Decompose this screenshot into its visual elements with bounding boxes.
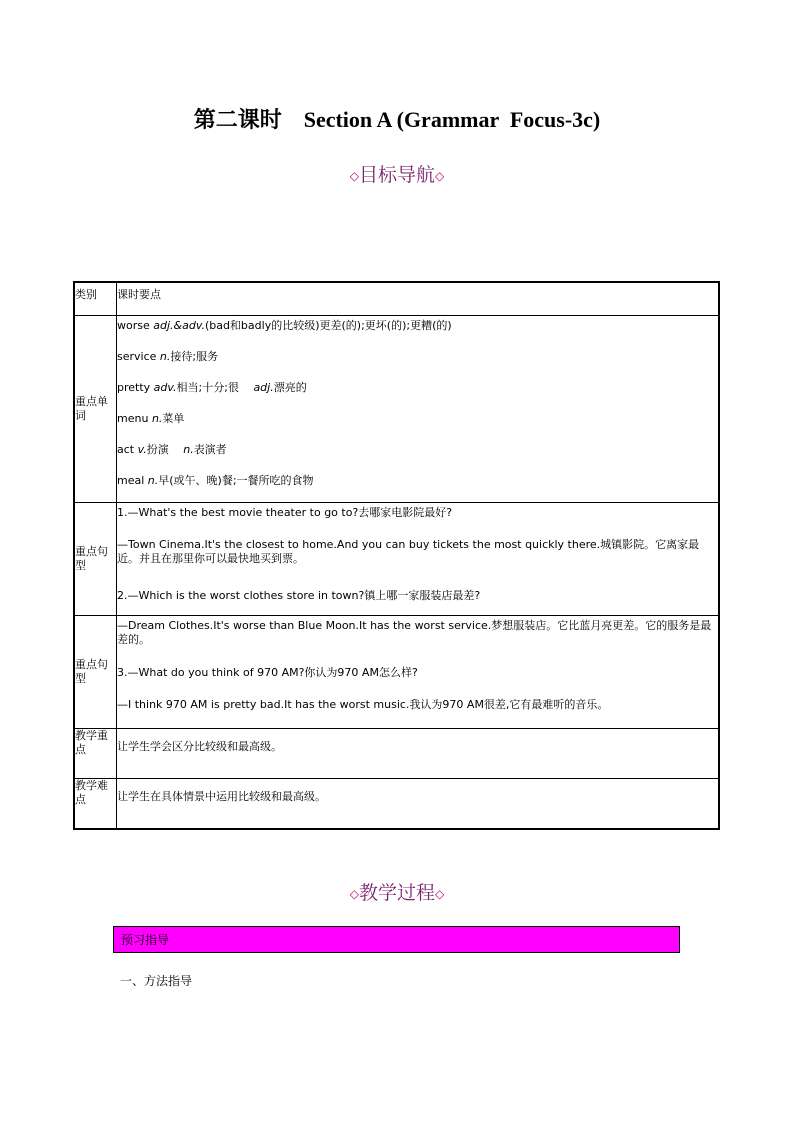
- sentence-line: 3.—What do you think of 970 AM?你认为970 AM怎么样?: [117, 666, 418, 679]
- difficulty-category: 教学难点: [75, 779, 108, 806]
- focus-category: 教学重点: [75, 729, 108, 756]
- table-row-words: [74, 316, 719, 503]
- word-item: menu n.菜单: [117, 412, 185, 425]
- lesson-points-table: [73, 281, 720, 830]
- table-row-difficulty: [74, 779, 719, 829]
- goals-heading-text: 目标导航: [358, 164, 435, 186]
- diamond-icon: ◇: [435, 887, 445, 901]
- diamond-icon: ◇: [349, 169, 359, 183]
- word-item: pretty adv.相当;十分;很 adj.漂亮的: [117, 381, 307, 394]
- sentence-line: —I think 970 AM is pretty bad.It has the worst music.我认为970 AM很差,它有最难听的音乐。: [117, 698, 609, 711]
- method-guide-heading: 一、方法指导: [120, 974, 193, 988]
- word-item: act v.扮演 n.表演者: [117, 443, 227, 456]
- sentence-line: —Dream Clothes.It's worse than Blue Moon.It has the worst service.梦想服装店。它比蓝月亮更差。它的服务是最差的。: [117, 619, 712, 646]
- sentence-line: 2.—Which is the worst clothes store in town?镇上哪一家服装店最差?: [117, 589, 481, 602]
- word-item: service n.接待;服务: [117, 350, 219, 363]
- focus-text: 让学生学会区分比较级和最高级。: [117, 740, 282, 753]
- difficulty-text: 让学生在具体情景中运用比较级和最高级。: [117, 790, 326, 803]
- sentences1-category: 重点句型: [75, 545, 108, 572]
- sentence-line: —Town Cinema.It's the closest to home.And you can buy tickets the most quickly there.城镇影院。它离家最近。并且在那里你可以最快地买到票。: [117, 538, 700, 565]
- table-row-focus: [74, 729, 719, 779]
- sentence-line: 1.—What's the best movie theater to go to?去哪家电影院最好?: [117, 506, 453, 519]
- preview-guide-banner: 预习指导: [113, 926, 680, 953]
- process-heading-text: 教学过程: [358, 882, 435, 904]
- lesson-title: 第二课时 Section A (Grammar Focus-3c): [193, 107, 601, 132]
- diamond-icon: ◇: [349, 887, 359, 901]
- words-list: [117, 316, 720, 503]
- section-heading-goals: [0, 160, 794, 187]
- header-points: 课时要点: [117, 288, 161, 301]
- table-row-sentences-1: [74, 503, 719, 616]
- table-header-row: [74, 282, 719, 316]
- sentences2-category: 重点句型: [75, 658, 108, 685]
- section-heading-process: [0, 878, 794, 905]
- word-item: worse adj.&adv.(bad和badly的比较级)更差(的);更坏(的);更糟(的): [117, 319, 452, 332]
- header-category: 类别: [75, 288, 97, 301]
- word-item: meal n.早(或午、晚)餐;一餐所吃的食物: [117, 474, 314, 487]
- table-row-sentences-2: [74, 616, 719, 729]
- words-category: 重点单词: [75, 395, 108, 422]
- diamond-icon: ◇: [435, 169, 445, 183]
